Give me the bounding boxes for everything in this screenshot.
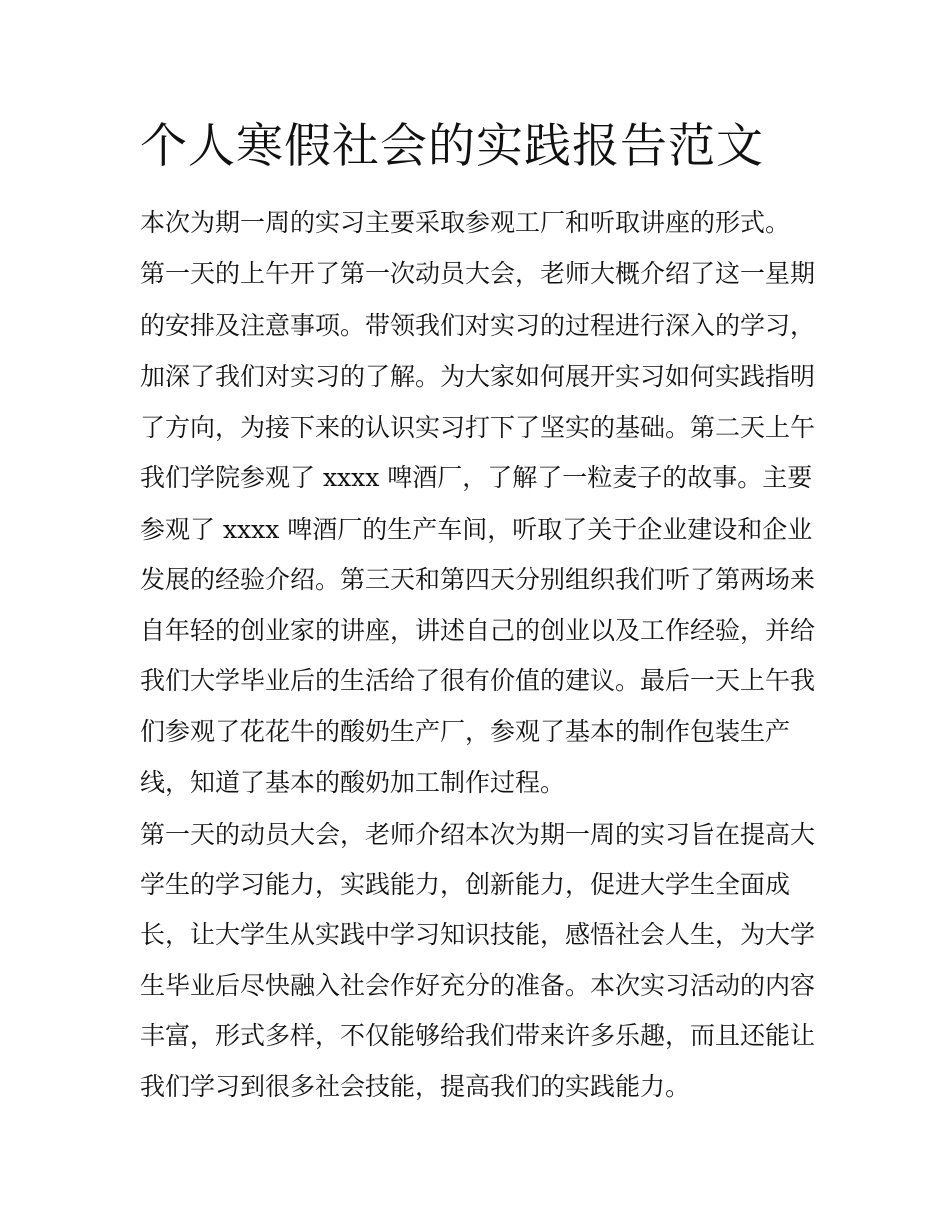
text-line-11: 们参观了花花牛的酸奶生产厂，参观了基本的制作包装生产: [140, 717, 791, 746]
text-line-1: 本次为期一周的实习主要采取参观工厂和听取讲座的形式。: [140, 208, 791, 237]
text-line-17: 丰富，形式多样，不仅能够给我们带来许多乐趣，而且还能让: [140, 1021, 816, 1050]
document-title: 个人寒假社会的实践报告范文: [140, 119, 764, 174]
text-line-7: 参观了 xxxx 啤酒厂的生产车间，听取了关于企业建设和企业: [140, 515, 813, 544]
text-line-15: 长，让大学生从实践中学习知识技能，感悟社会人生，为大学: [140, 920, 816, 949]
text-line-16: 生毕业后尽快融入社会作好充分的准备。本次实习活动的内容: [140, 971, 816, 1000]
text-line-12: 线，知道了基本的酸奶加工制作过程。: [140, 768, 566, 797]
text-line-5: 了方向，为接下来的认识实习打下了坚实的基础。第二天上午: [140, 413, 816, 442]
text-line-9: 自年轻的创业家的讲座，讲述自己的创业以及工作经验，并给: [140, 616, 816, 645]
text-line-3: 的安排及注意事项。带领我们对实习的过程进行深入的学习，: [140, 311, 816, 340]
text-line-2: 第一天的上午开了第一次动员大会，老师大概介绍了这一星期: [140, 259, 816, 288]
text-line-8: 发展的经验介绍。第三天和第四天分别组织我们听了第两场来: [140, 565, 816, 594]
text-line-4: 加深了我们对实习的了解。为大家如何展开实习如何实践指明: [140, 362, 816, 391]
text-line-13: 第一天的动员大会，老师介绍本次为期一周的实习旨在提高大: [140, 820, 816, 849]
text-line-6: 我们学院参观了 xxxx 啤酒厂，了解了一粒麦子的故事。主要: [140, 463, 813, 492]
text-line-10: 我们大学毕业后的生活给了很有价值的建议。最后一天上午我: [140, 666, 816, 695]
text-line-18: 我们学习到很多社会技能，提高我们的实践能力。: [140, 1072, 691, 1101]
text-line-14: 学生的学习能力，实践能力，创新能力，促进大学生全面成: [140, 870, 791, 899]
